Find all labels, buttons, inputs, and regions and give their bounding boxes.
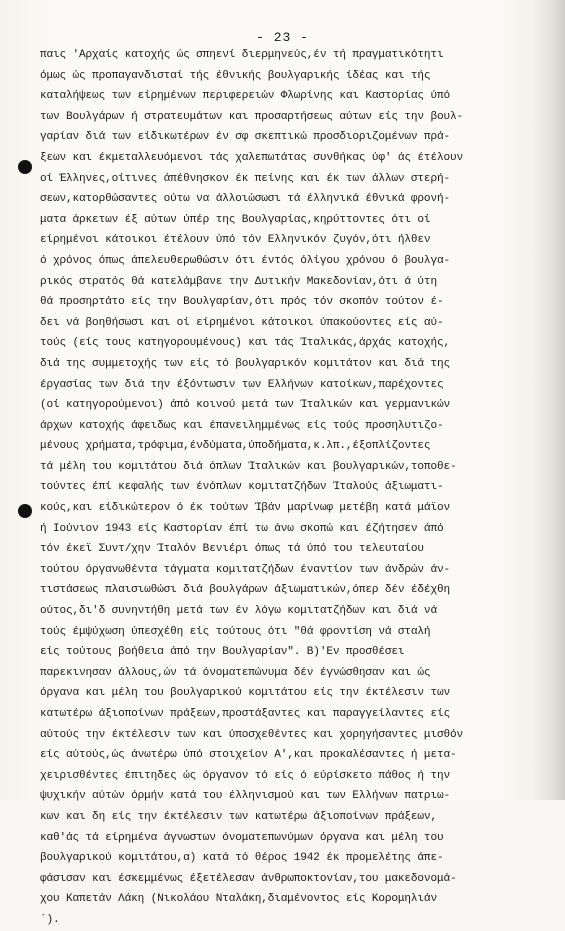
text-line: (οί κατηγορούμενοι) άπό κοινού μετά των Ίταλικών και γερμανικών <box>40 399 450 412</box>
text-line: είς αύτούς,ώς άνωτέρω ύπό στοιχείον Α',και προκαλέσαντες ή μετα- <box>40 749 457 762</box>
text-line: δει νά βοηθήσωσι και οί είρημένοι κάτοικοι ύπακούοντες είς αύ- <box>40 316 444 329</box>
text-line: αύτούς την έκτέλεσιν των και ύποσχεθέντες και χορηγήσαντες μισθόν <box>40 728 463 741</box>
text-line: είς τούτους βοήθεια άπό την Βουλγαρίαν". Β)'Εν προσθέσει <box>40 646 405 659</box>
text-line: σεων,κατορθώσαντες ούτω να άλλοιώσωσι τά έλληνικά έθνικά φρονή- <box>40 193 450 206</box>
text-line: έργασίας των διά την έξόντωσιν των Ελλήνων κατοίκων,παρέχοντες <box>40 378 444 391</box>
punch-hole <box>18 160 32 174</box>
text-line: ψυχικήν αύτών όρμήν κατά του έλληνισμού και των Ελλήνων πατριω- <box>40 790 450 803</box>
text-line: τούντες έπί κεφαλής των ένόπλων κομιτατζήδων Ίταλούς άξιωματι- <box>40 481 444 494</box>
text-line: ´). <box>40 913 60 926</box>
text-line: των Βουλγάρων ή στρατευμάτων και προσαρτήσεως αύτων είς την βουλ- <box>40 110 463 123</box>
text-line: κων και δη είς την έκτέλεσιν των κατωτέρω άξιοποίνων πράξεων, <box>40 810 437 823</box>
page-edge-shadow <box>533 0 565 800</box>
text-line: ματα άρκετων έξ αύτων ύπέρ της Βουλγαρίας,κηρύττοντες ότι οί <box>40 213 431 226</box>
document-body <box>40 45 518 931</box>
text-line: τιστάσεως πλαισιωθώσι διά βουλγάρων άξιωματικών,όπερ δέν έδέχθη <box>40 584 450 597</box>
page-number: - 23 - <box>256 30 309 45</box>
text-line: καθ'άς τά είρημένα άγνωστων όνοματεπωνύμων όργανα και μέλη του <box>40 831 444 844</box>
text-line: παις 'Αρχαίς κατοχής ώς σπηενί διερμηνεύς,έν τή πραγματικότητι <box>40 49 444 61</box>
text-line: παρεκινησαν άλλους,ών τά όνοματεπώνυμα δέν έγνώσθησαν και ώς <box>40 666 431 679</box>
text-line: ό χρόνος όπως άπελευθερωθώσιν ότι έντός όλίγου χρόνου ό βουλγα- <box>40 254 450 267</box>
punch-hole <box>18 504 32 518</box>
text-line: ή Ιούνιον 1943 είς Καστορίαν έπί τω άνω σκοπώ και έζήτησεν άπό <box>40 522 444 535</box>
text-line: όργανα και μέλη του βουλγαρικού κομιτάτου είς την έκτέλεσιν των <box>40 687 450 700</box>
text-line: ούτος,δι'δ συνηντήθη μετά των έν λόγω κομιτατζήδων και διά νά <box>40 605 437 618</box>
text-line: φάσισαν και έσκεμμένως έξετέλεσαν άνθρωποκτονίαν,του μακεδονομά- <box>40 872 457 885</box>
text-line: χειρισθέντες έπιτηδες ώς όργανον τό είς ό εύρίσκετο πάθος ή την <box>40 769 450 782</box>
text-line: τόν έκεϊ Συντ/χην Ίταλόν Βενιέρι όπως τά ύπό του τελευταίου <box>40 543 424 556</box>
text-line: χου Καπετάν Λάκη (Νικολάου Νταλάκη,διαμένοντος είς Κορομηλιάν <box>40 893 437 906</box>
text-line: τούς έμψύχωση ύπεσχέθη είς τούτους ότι "θά φροντίση νά σταλή <box>40 625 431 638</box>
text-line: τούτου όργανωθέντα τάγματα κομιτατζήδων έναντίον των άνδρών άν- <box>40 563 450 576</box>
text-line: ρικός στρατός θά κατελάμβανε την Δυτικήν Μακεδονίαν,ότι ά ύτη <box>40 275 437 288</box>
text-line: τούς (είς τους κατηγορουμένους) και τάς Ίταλικάς,άρχάς κατοχής, <box>40 337 450 350</box>
text-line: μένους χρήματα,τρόφιμα,ένδύματα,ύποδήματα,κ.λπ.,έξοπλίζοντες <box>40 440 431 453</box>
text-line: όμως ώς προπαγανδισταί τής έθνικής βουλγαρικής ίδέας και τής <box>40 69 431 82</box>
text-line: καταλήψεως των είρημένων περιφερειών Φλωρίνης και Καστορίας ύπό <box>40 90 450 103</box>
text-line: είρημένοι κάτοικοι έτέλουν ύπό τόν Ελληνικόν ζυγόν,ότι ήλθεν <box>40 234 431 247</box>
text-line: κούς,και είδικώτερον ό έκ τούτων Ίβάν μαρίνωφ μετέβη κατά μάϊον <box>40 502 450 515</box>
text-line: τά μέλη του κομιτάτου διά όπλων Ίταλικών και βουλγαρικών,τοποθε- <box>40 460 457 473</box>
text-line: θά προσηρτάτο είς την Βουλγαρίαν,ότι πρός τόν σκοπόν τούτον έ- <box>40 296 444 309</box>
text-line: άρχων κατοχής άφειδως και έπανειλημμένως είς τούς προσηλυτιζο- <box>40 419 444 432</box>
text-line: οί Έλληνες,οίτινες άπέθνησκον έκ πείνης και έκ των άλλων στερή- <box>40 172 450 185</box>
text-line: κατωτέρω άξιοποίνων πράξεων,προστάξαντες και παραγγείλαντες είς <box>40 708 450 720</box>
text-line: διά της συμμετοχής των είς τό βουλγαρικόν κομιτάτον και διά της <box>40 357 450 370</box>
text-line: γαρίαν διά των είδικωτέρων έν σφ σκεπτικώ προσδιοριζομένων πρά- <box>40 131 450 144</box>
text-line: βουλγαρικού κομιτάτου,α) κατά τό θέρος 1942 έκ προμελέτης άπε- <box>40 852 444 865</box>
text-line: ξεων και έκμεταλλευόμενοι τάς χαλεπωτάτας συνθήκας ύφ' άς έτέλουν <box>40 151 463 164</box>
